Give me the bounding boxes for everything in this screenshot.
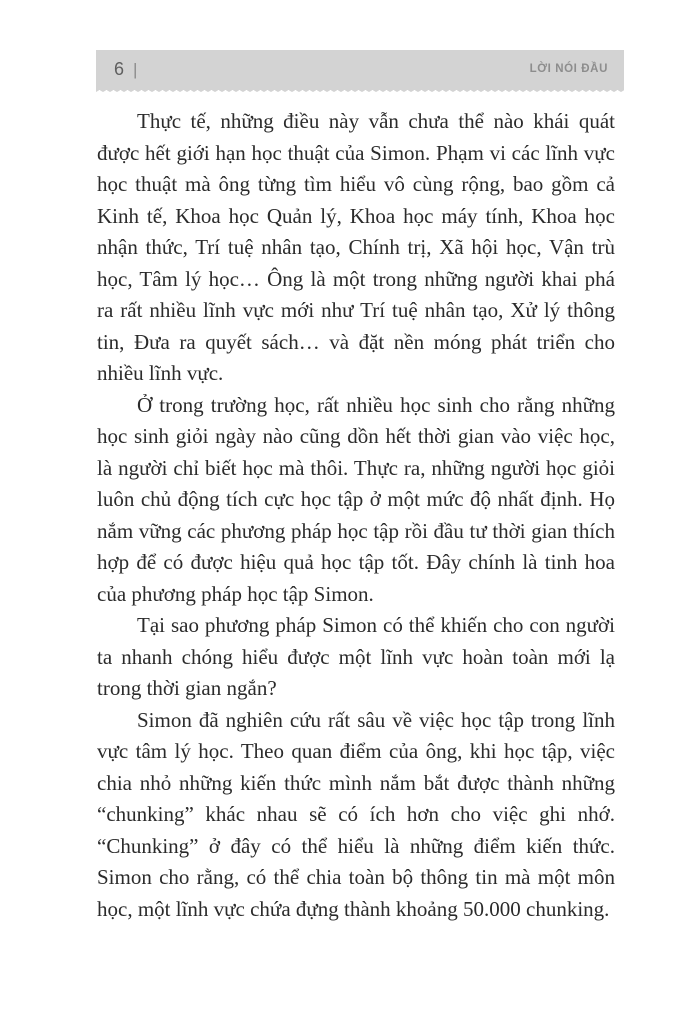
body-text-block	[97, 106, 615, 925]
page-header-left	[114, 59, 137, 80]
body-paragraph: Ở trong trường học, rất nhiều học sinh cho rằng những học sinh giỏi ngày nào cũng dồn hết thời gian vào việc học, là người chỉ biết học mà thôi. Thực ra, những người học giỏi luôn chủ động tích cực học tập ở một mức độ nhất định. Họ nắm vững các phương pháp học tập rồi đầu tư thời gian thích hợp để có được hiệu quả học tập tốt. Đây chính là tinh hoa của phương pháp học tập Simon.	[97, 392, 615, 606]
body-paragraph: Simon đã nghiên cứu rất sâu về việc học tập trong lĩnh vực tâm lý học. Theo quan điểm của ông, khi học tập, việc chia nhỏ những kiến thức mình nắm bắt được thành những “chunking” khác nhau sẽ có ích hơn cho việc ghi nhớ. “Chunking” ở đây có thể hiểu là những điểm kiến thức. Simon cho rằng, có thể chia toàn bộ thông tin mà một môn học, một lĩnh vực chứa đựng thành khoảng 50.000 chunking.	[97, 707, 615, 921]
body-paragraph: Thực tế, những điều này vẫn chưa thể nào khái quát được hết giới hạn học thuật của Simon. Phạm vi các lĩnh vực học thuật mà ông từng tìm hiểu vô cùng rộng, bao gồm cả Kinh tế, Khoa học Quản lý, Khoa học máy tính, Khoa học nhận thức, Trí tuệ nhân tạo, Chính trị, Xã hội học, Vận trù học, Tâm lý học… Ông là một trong những người khai phá ra rất nhiều lĩnh vực mới như Trí tuệ nhân tạo, Xử lý thông tin, Đưa ra quyết sách… và đặt nền móng phát triển cho nhiều lĩnh vực.	[97, 109, 615, 385]
page-number: 6	[114, 58, 125, 79]
running-title: LỜI NÓI ĐẦU	[529, 63, 608, 75]
page-header	[96, 50, 624, 88]
body-paragraph: Tại sao phương pháp Simon có thể khiến cho con người ta nhanh chóng hiểu được một lĩnh vực hoàn toàn mới lạ trong thời gian ngắn?	[97, 613, 615, 700]
header-divider: |	[133, 59, 138, 79]
